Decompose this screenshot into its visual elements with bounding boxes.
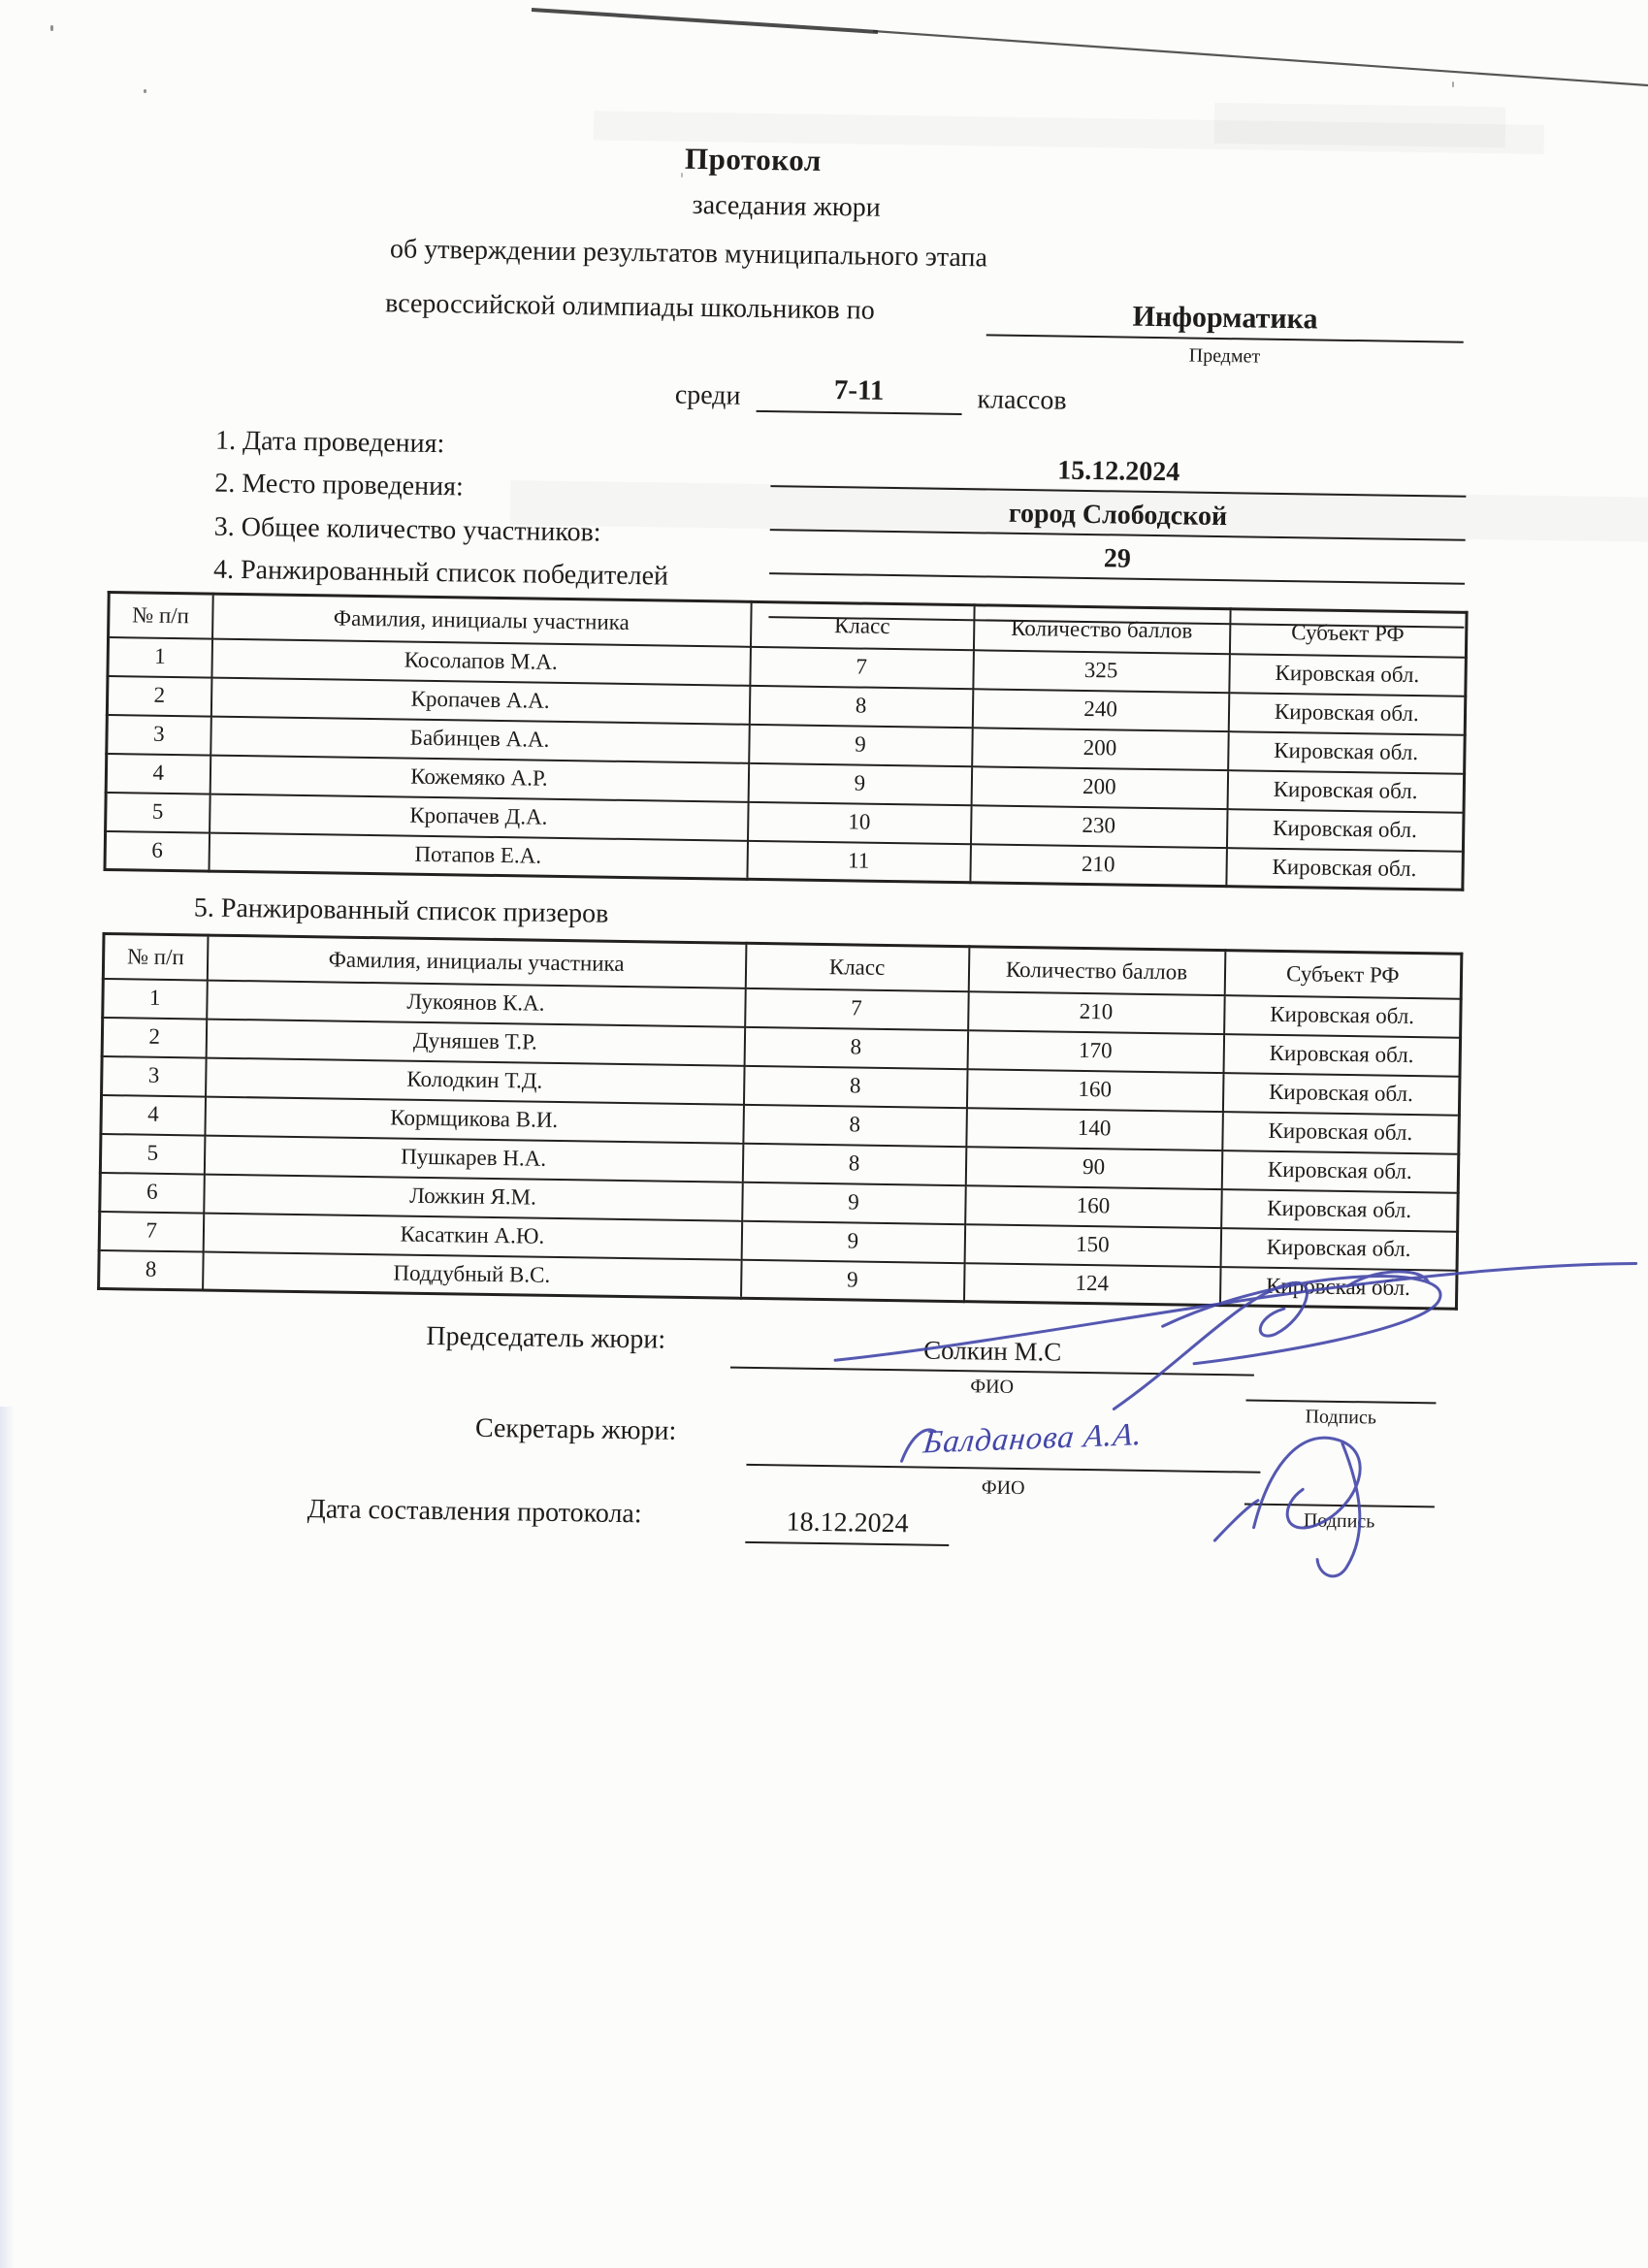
chairman-name: Солкин М.С (922, 1335, 1062, 1367)
table-cell: 9 (741, 1259, 965, 1301)
grades-line (675, 373, 1067, 417)
secretary-label: Секретарь жюри: (474, 1412, 677, 1446)
column-header: Субъект РФ (1224, 951, 1462, 999)
table-cell: Кировская обл. (1221, 1189, 1459, 1232)
table-cell: Косолапов М.А. (211, 638, 751, 685)
secretary-signature-line (1244, 1463, 1436, 1508)
scan-shading (1214, 103, 1506, 147)
table-cell: Касаткин А.Ю. (203, 1213, 742, 1259)
table-cell: Кировская обл. (1224, 995, 1462, 1038)
table-cell: Поддубный В.С. (203, 1251, 742, 1298)
table-cell: Кировская обл. (1223, 1034, 1461, 1077)
column-header: Фамилия, инициалы участника (207, 935, 746, 988)
field-label-place: 2. Место проведения: (214, 468, 464, 502)
table-cell: 5 (106, 793, 210, 833)
table-cell: 8 (743, 1065, 967, 1107)
protocol-date-label: Дата составления протокола: (307, 1494, 642, 1530)
among-word: среди (674, 379, 741, 411)
table-cell: Кировская обл. (1227, 770, 1465, 813)
field-label-participants: 3. Общее количество участников: (213, 511, 601, 548)
document-title: Протокол (684, 141, 823, 178)
table-cell: 140 (966, 1108, 1223, 1150)
secretary-fio-caption: ФИО (981, 1476, 1025, 1500)
table-cell: 3 (102, 1055, 207, 1096)
table-cell: 9 (749, 724, 973, 765)
table-cell: 7 (99, 1211, 204, 1251)
document-subtitle-3: всероссийской олимпиады школьников по (384, 288, 875, 326)
table-cell: 4 (106, 754, 210, 794)
protocol-date-line (745, 1501, 950, 1546)
table-cell: 325 (973, 650, 1230, 693)
table-cell: 8 (743, 1104, 967, 1146)
field-value-place: город Слободской (770, 486, 1467, 541)
table-cell: 150 (964, 1224, 1221, 1267)
field-label-winners-list: 4. Ранжированный список победителей (212, 554, 669, 592)
table-cell: Пушкарев Н.А. (204, 1135, 743, 1182)
table-cell: 200 (971, 766, 1228, 809)
table-cell: Кировская обл. (1229, 654, 1467, 697)
table-cell: Дуняшев Т.Р. (206, 1019, 745, 1065)
prizewinners-section-title: 5. Ранжированный список призеров (193, 892, 609, 929)
table-cell: 9 (741, 1220, 965, 1262)
table-cell: 2 (107, 676, 211, 717)
chairman-signature-line (1245, 1359, 1437, 1405)
table-cell: Лукоянов К.А. (207, 980, 746, 1026)
chairman-signature-caption: Подпись (1305, 1406, 1377, 1429)
protocol-date-value: 18.12.2024 (786, 1507, 909, 1539)
table-cell: Кормщикова В.И. (205, 1096, 744, 1143)
chairman-fio-caption: ФИО (970, 1376, 1015, 1398)
column-header: Фамилия, инициалы участника (212, 594, 752, 646)
table-cell: Кировская обл. (1228, 693, 1466, 735)
table-cell: Потапов Е.А. (209, 832, 748, 879)
table-cell: 124 (963, 1263, 1220, 1306)
table-cell: 8 (749, 685, 973, 727)
document-subtitle-1: заседания жюри (692, 189, 881, 223)
table-cell: 1 (103, 978, 208, 1019)
table-cell: 3 (107, 715, 211, 756)
document-subtitle-2: об утверждении результатов муниципального этапа (389, 234, 988, 274)
table-cell: 2 (102, 1017, 207, 1057)
prizewinners-table (97, 932, 1463, 1311)
field-value-date: 15.12.2024 (770, 442, 1467, 498)
column-header: № п/п (109, 593, 213, 639)
column-header: № п/п (103, 933, 208, 980)
table-cell: 210 (970, 844, 1227, 887)
table-cell: Кропачев А.А. (210, 677, 750, 724)
table-cell: 170 (967, 1030, 1224, 1073)
table-cell: 6 (100, 1172, 205, 1213)
table-cell: 160 (965, 1185, 1222, 1228)
table-cell: 7 (745, 988, 969, 1029)
subject-value: Информатика (1132, 300, 1318, 336)
field-label-date: 1. Дата проведения: (214, 425, 445, 460)
table-cell: 6 (105, 831, 210, 872)
classes-word: классов (977, 384, 1067, 416)
table-cell: Кропачев Д.А. (210, 794, 749, 840)
subject-caption: Предмет (1188, 344, 1261, 368)
table-cell: Кожемяко А.Р. (210, 755, 749, 801)
column-header: Количество баллов (973, 605, 1230, 654)
table-cell: 160 (966, 1069, 1223, 1112)
winners-table (103, 591, 1468, 891)
table-cell: 8 (742, 1143, 966, 1184)
table-cell: 8 (744, 1026, 968, 1068)
table-cell: Кировская обл. (1220, 1228, 1458, 1271)
table-cell: 200 (972, 728, 1229, 770)
table-cell: Колодкин Т.Д. (206, 1057, 745, 1104)
table-cell: 240 (972, 689, 1229, 731)
table-cell: 8 (99, 1249, 204, 1290)
table-cell: Кировская обл. (1222, 1112, 1460, 1154)
table-cell: 10 (748, 801, 972, 843)
subject-field (986, 291, 1465, 342)
grades-value: 7-11 (756, 373, 962, 415)
table-cell: 1 (108, 637, 212, 678)
column-header: Количество баллов (968, 947, 1225, 995)
table-cell: 4 (101, 1094, 206, 1135)
column-header: Субъект РФ (1229, 609, 1467, 658)
table-cell: 9 (742, 1182, 966, 1223)
table-cell: Кировская обл. (1219, 1267, 1457, 1310)
table-cell: 5 (100, 1133, 205, 1174)
table-cell: Бабинцев А.А. (210, 716, 750, 762)
table-cell: 7 (750, 646, 974, 688)
table-cell: 210 (968, 991, 1225, 1034)
table-cell: Кировская обл. (1221, 1150, 1459, 1193)
chairman-name-line (730, 1326, 1255, 1377)
column-header: Класс (745, 943, 969, 990)
table-cell: 90 (965, 1147, 1222, 1189)
column-header: Класс (750, 601, 974, 649)
secretary-name-handwritten: Балданова А.А. (921, 1416, 1145, 1461)
table-cell: 11 (747, 840, 971, 882)
table-cell: Кировская обл. (1226, 848, 1464, 891)
table-cell: 9 (748, 762, 972, 804)
field-value-participants: 29 (769, 530, 1466, 585)
table-cell: Кировская обл. (1226, 809, 1464, 852)
table-cell: Кировская обл. (1222, 1073, 1460, 1116)
secretary-signature-caption: Подпись (1303, 1509, 1375, 1533)
chairman-label: Председатель жюри: (426, 1320, 666, 1355)
table-cell: Кировская обл. (1228, 731, 1466, 774)
table-cell: 230 (970, 805, 1227, 848)
table-cell: Ложкин Я.М. (204, 1174, 743, 1220)
